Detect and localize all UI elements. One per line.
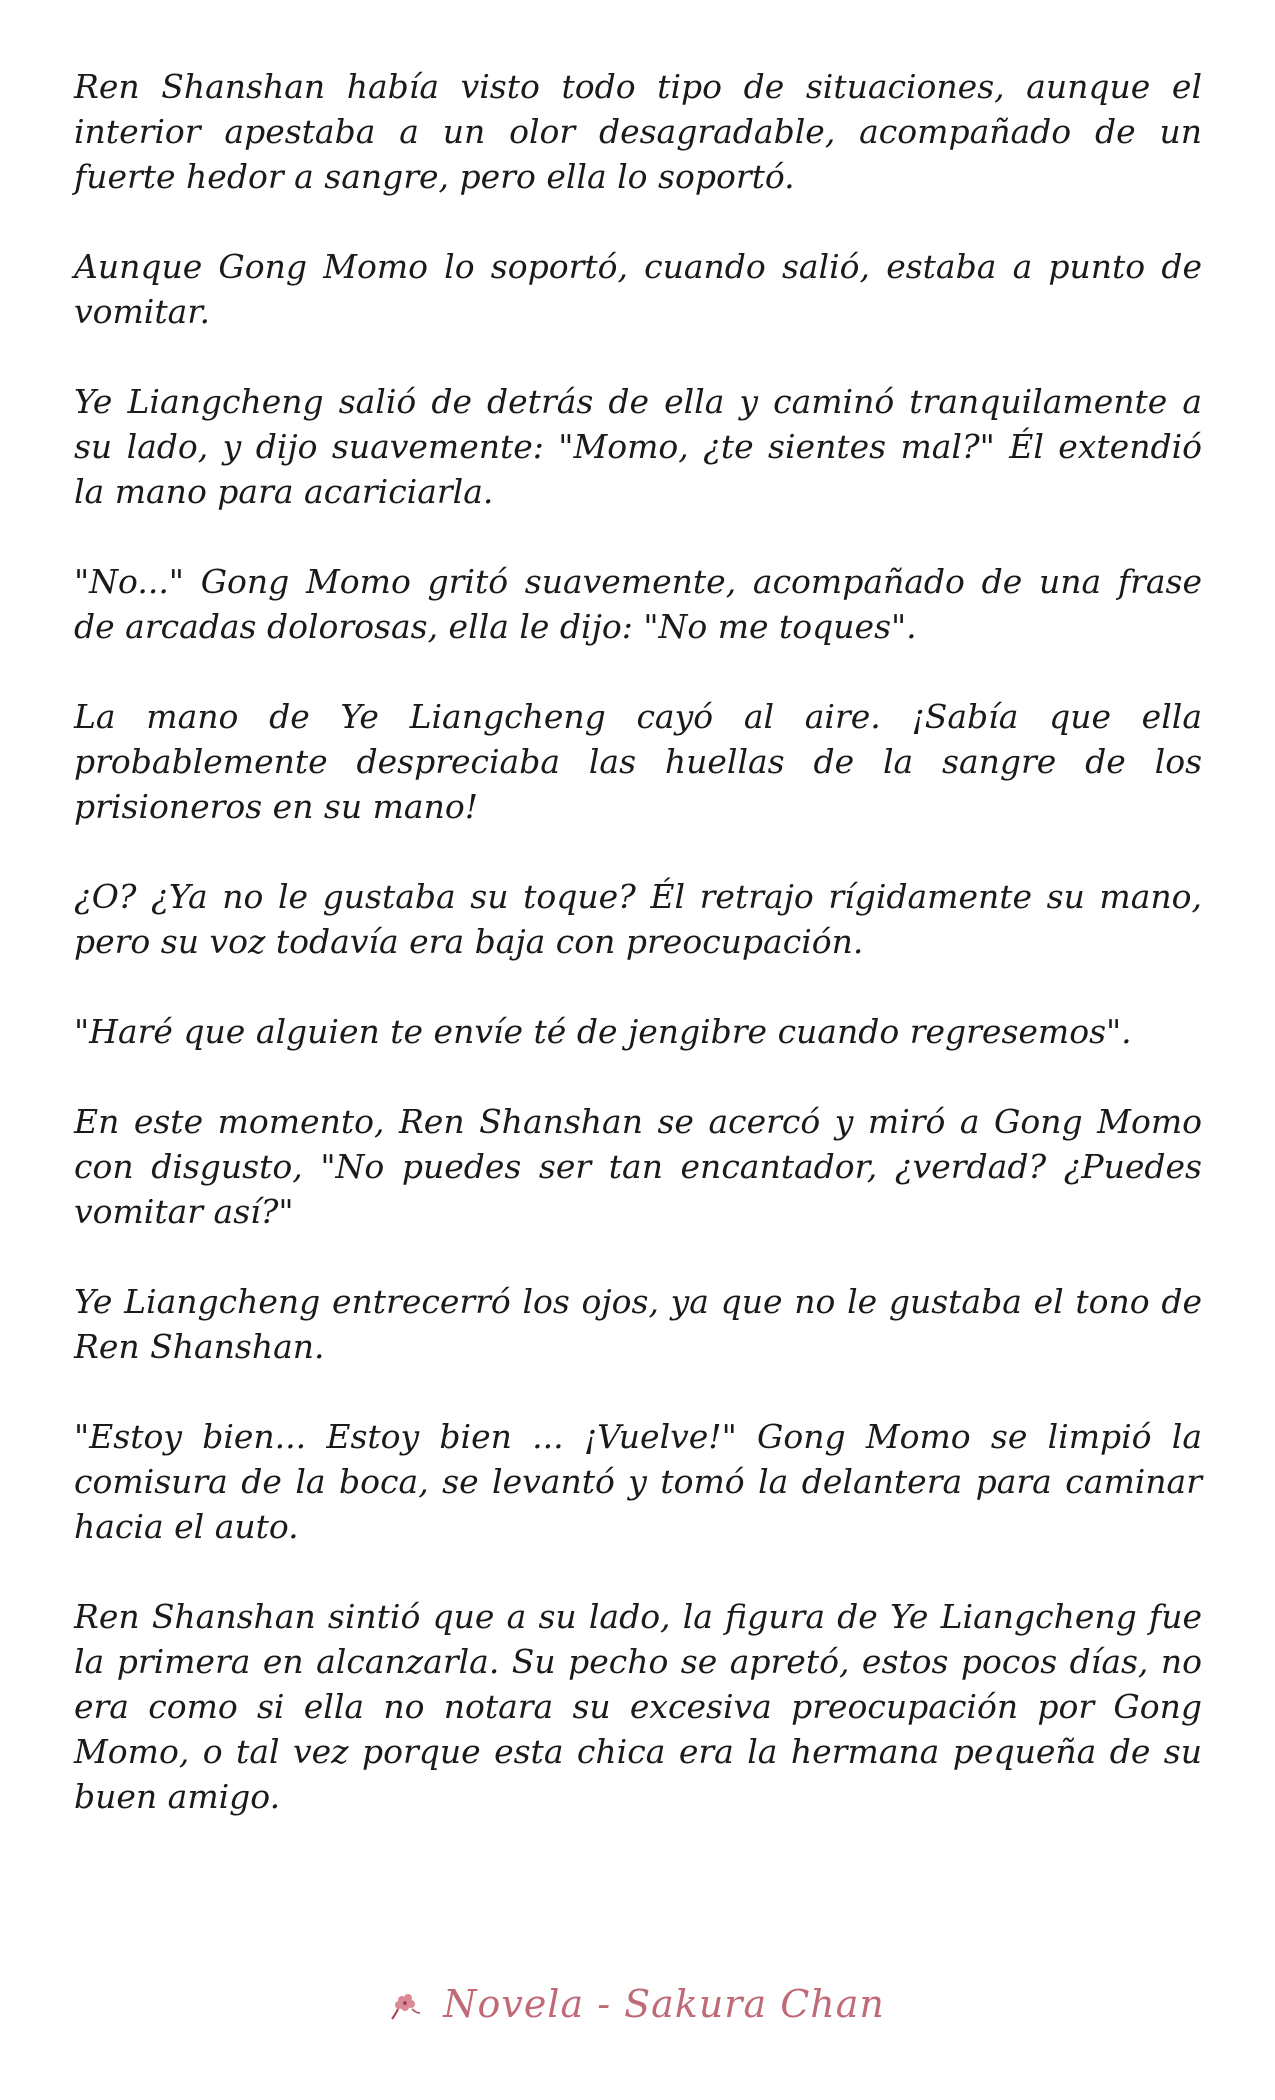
paragraph-9: Ye Liangcheng entrecerró los ojos, ya que no le gustaba el tono de Ren Shanshan. — [74, 1282, 1202, 1366]
paragraph-6: ¿O? ¿Ya no le gustaba su toque? Él retrajo rígidamente su mano, pero su voz todavía era baja con preocupación. — [74, 877, 1202, 961]
paragraph-2: Aunque Gong Momo lo soportó, cuando salió, estaba a punto de vomitar. — [74, 247, 1202, 331]
chapter-text — [74, 64, 1202, 1864]
sakura-flower-icon — [390, 1986, 424, 2030]
paragraph-7: "Haré que alguien te envíe té de jengibre cuando regresemos". — [74, 1012, 1132, 1051]
paragraph-10: "Estoy bien... Estoy bien ... ¡Vuelve!" Gong Momo se limpió la comisura de la boca, se levantó y tomó la delantera para caminar hacia el auto. — [74, 1417, 1202, 1546]
paragraph-5: La mano de Ye Liangcheng cayó al aire. ¡Sabía que ella probablemente despreciaba las huellas de la sangre de los prisioneros en su mano! — [74, 697, 1202, 826]
paragraph-11: Ren Shanshan sintió que a su lado, la figura de Ye Liangcheng fue la primera en alcanzarla. Su pecho se apretó, estos pocos días, no era como si ella no notara su excesiva preocupación por Gong Momo, o tal vez porque esta chica era la hermana pequeña de su buen amigo. — [74, 1597, 1202, 1816]
paragraph-4: "No..." Gong Momo gritó suavemente, acompañado de una frase de arcadas dolorosas, ella le dijo: "No me toques". — [74, 562, 1202, 646]
watermark-text: Novela - Sakura Chan — [443, 1982, 885, 2026]
paragraph-8: En este momento, Ren Shanshan se acercó y miró a Gong Momo con disgusto, "No puedes ser tan encantador, ¿verdad? ¿Puedes vomitar así?" — [74, 1102, 1202, 1231]
paragraph-3: Ye Liangcheng salió de detrás de ella y caminó tranquilamente a su lado, y dijo suavemente: "Momo, ¿te sientes mal?" Él extendió la mano para acariciarla. — [74, 382, 1202, 511]
watermark — [0, 1982, 1275, 2030]
paragraph-1: Ren Shanshan había visto todo tipo de situaciones, aunque el interior apestaba a un olor desagradable, acompañado de un fuerte hedor a sangre, pero ella lo soportó. — [74, 67, 1202, 196]
